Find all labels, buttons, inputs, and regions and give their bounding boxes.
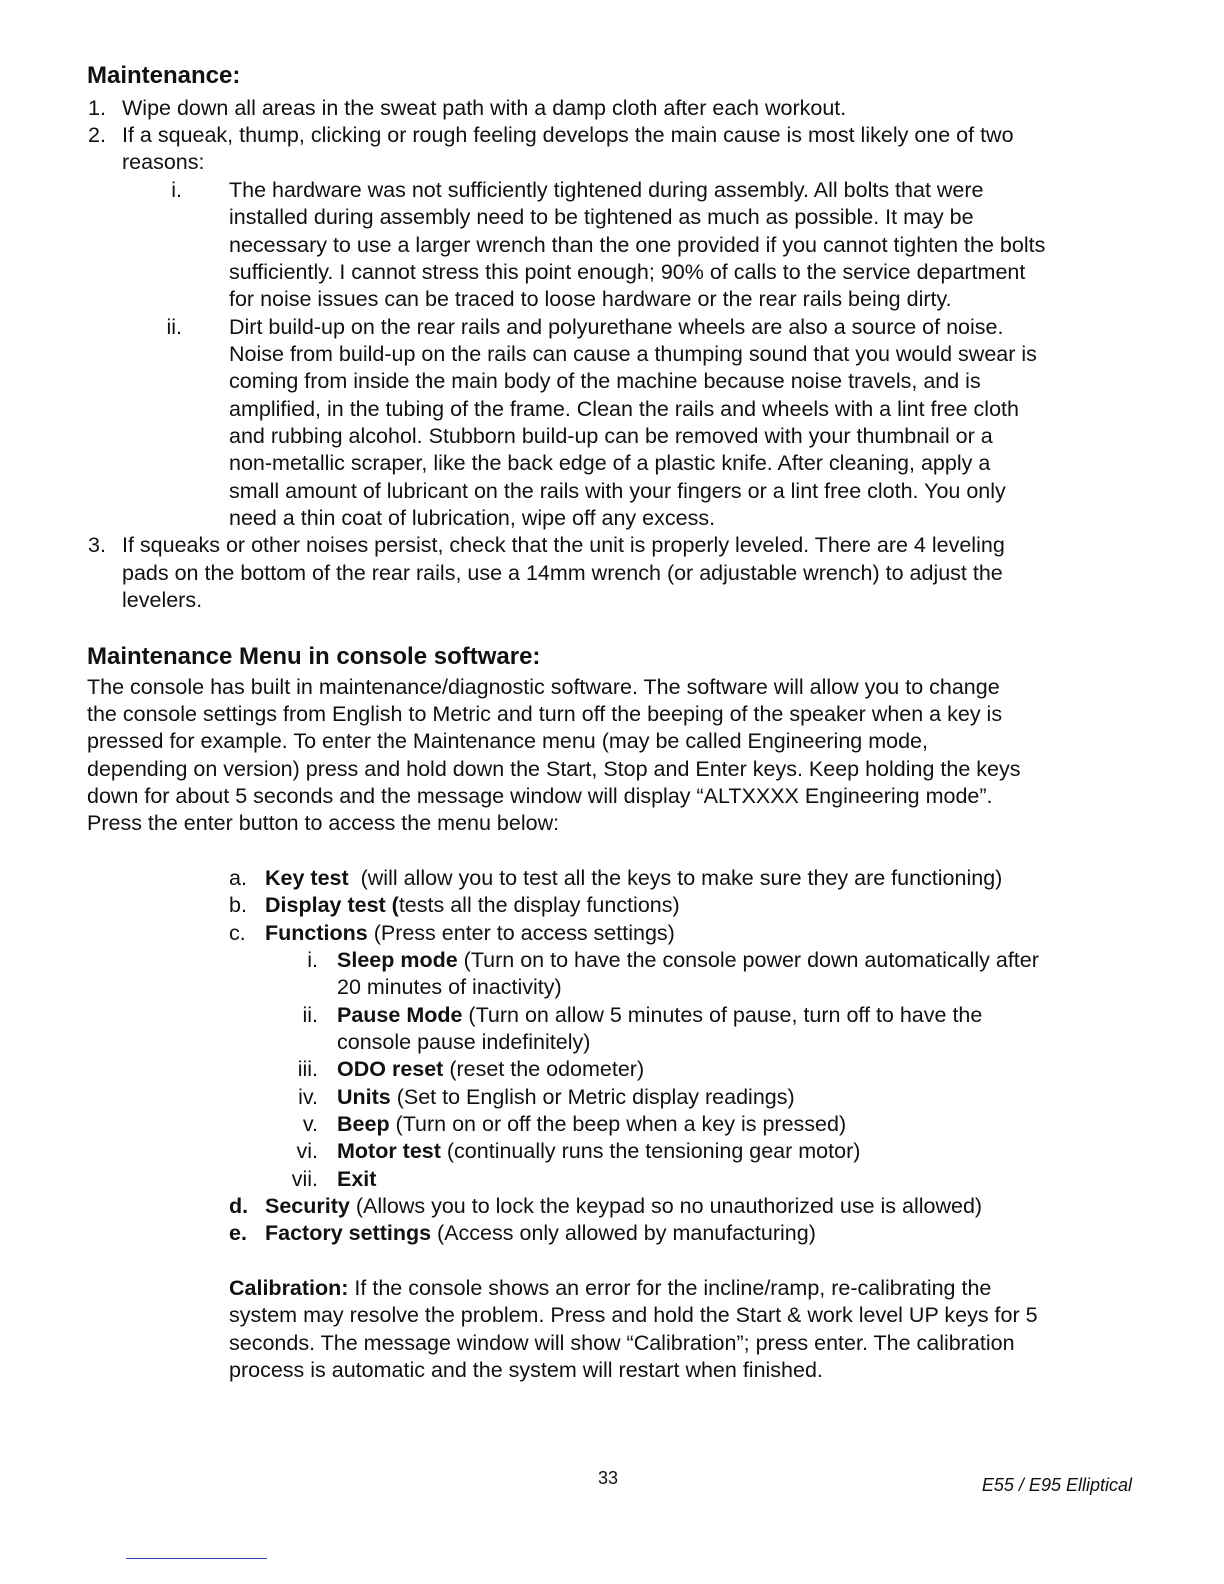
menu-item-desc: tests all the display functions) [398,893,680,917]
menu-letter: e. [229,1221,247,1245]
function-exit [337,1166,376,1193]
sub-number: ii. [166,315,182,339]
sub-item-text: The hardware was not sufficiently tightened during assembly. All bolts that were [229,178,984,202]
sub-item-text: and rubbing alcohol. Stubborn build-up can be removed with your thumbnail or a [229,424,993,448]
function-desc-cont: 20 minutes of inactivity) [337,975,562,999]
menu-item-label: Factory settings [265,1221,432,1245]
function-units [337,1084,795,1111]
menu-item-desc: (Press enter to access settings) [367,921,675,945]
function-number: vi. [296,1139,318,1163]
sub-item-text: necessary to use a larger wrench than the one provided if you cannot tighten the bolts [229,233,1046,257]
list-number: 1. [88,96,106,120]
sub-item-text: small amount of lubricant on the rails with your fingers or a lint free cloth. You only [229,479,1006,503]
list-item-text: pads on the bottom of the rear rails, use a 14mm wrench (or adjustable wrench) to adjust the [122,561,1003,585]
function-desc: (Turn on or off the beep when a key is pressed) [389,1112,847,1136]
page-number: 33 [597,1468,619,1488]
link-underline [126,1558,267,1559]
maintenance-menu-heading: Maintenance Menu in console software: [87,643,541,670]
list-number: 3. [88,533,106,557]
function-label: Beep [337,1112,390,1136]
function-number: vii. [291,1167,318,1191]
list-item-text: levelers. [122,588,203,612]
calibration-label: Calibration: [229,1276,349,1300]
function-desc: (continually runs the tensioning gear motor) [440,1139,861,1163]
intro-text: the console settings from English to Metric and turn off the beeping of the speaker when a key is [87,702,1003,726]
menu-item-label: Display test ( [265,893,399,917]
menu-item-desc: (Access only allowed by manufacturing) [431,1221,816,1245]
function-odo-reset [337,1056,644,1083]
calibration-text: system may resolve the problem. Press and hold the Start & work level UP keys for 5 [229,1303,1038,1327]
menu-item-desc: (Allows you to lock the keypad so no unauthorized use is allowed) [349,1194,983,1218]
menu-item-security [265,1193,982,1220]
function-label: Exit [337,1167,377,1191]
function-pause-mode [337,1002,982,1029]
sub-item-text: installed during assembly need to be tightened as much as possible. It may be [229,205,974,229]
intro-text: Press the enter button to access the menu below: [87,811,560,835]
function-number: iii. [297,1057,318,1081]
function-label: Pause Mode [337,1003,463,1027]
function-desc: (Turn on to have the console power down automatically after [457,948,1039,972]
function-number: v. [302,1112,318,1136]
calibration-text: If the console shows an error for the incline/ramp, re-calibrating the [348,1276,992,1300]
function-motor-test [337,1138,860,1165]
function-desc: (Set to English or Metric display readings) [390,1085,795,1109]
list-item-text: Wipe down all areas in the sweat path with a damp cloth after each workout. [122,96,847,120]
calibration-text: process is automatic and the system will restart when finished. [229,1358,823,1382]
menu-letter: a. [229,866,247,890]
function-number: iv. [298,1085,318,1109]
intro-text: down for about 5 seconds and the message window will display “ALTXXXX Engineering mode”. [87,784,993,808]
function-number: ii. [302,1003,318,1027]
menu-item-label: Functions [265,921,368,945]
menu-item-factory-settings [265,1220,816,1247]
sub-item-text: sufficiently. I cannot stress this point enough; 90% of calls to the service department [229,260,1026,284]
maintenance-heading: Maintenance: [87,62,241,89]
menu-item-label: Key test [265,866,349,890]
function-beep [337,1111,846,1138]
document-title: E55 / E95 Elliptical [981,1475,1132,1495]
menu-letter: c. [229,921,246,945]
intro-text: The console has built in maintenance/diagnostic software. The software will allow you to change [87,675,1000,699]
sub-item-text: for noise issues can be traced to loose hardware or the rear rails being dirty. [229,287,952,311]
list-item-text: reasons: [122,150,205,174]
function-label: Units [337,1085,391,1109]
list-item-text: If squeaks or other noises persist, check that the unit is properly leveled. There are 4 leveling [122,533,1005,557]
list-number: 2. [88,123,106,147]
menu-item-functions [265,920,675,947]
intro-text: depending on version) press and hold down the Start, Stop and Enter keys. Keep holding the keys [87,757,1021,781]
menu-item-display-test [265,892,680,919]
calibration-text: seconds. The message window will show “Calibration”; press enter. The calibration [229,1331,1015,1355]
menu-item-desc: (will allow you to test all the keys to make sure they are functioning) [348,866,1003,890]
calibration-paragraph [229,1275,991,1302]
function-desc: (Turn on allow 5 minutes of pause, turn off to have the [462,1003,983,1027]
function-sleep-mode [337,947,1039,974]
sub-item-text: non-metallic scraper, like the back edge of a plastic knife. After cleaning, apply a [229,451,991,475]
sub-item-text: amplified, in the tubing of the frame. Clean the rails and wheels with a lint free cloth [229,397,1019,421]
list-item-text: If a squeak, thump, clicking or rough feeling develops the main cause is most likely one of two [122,123,1014,147]
intro-text: pressed for example. To enter the Maintenance menu (may be called Engineering mode, [87,729,928,753]
sub-item-text: coming from inside the main body of the machine because noise travels, and is [229,369,981,393]
menu-letter: d. [229,1194,249,1218]
function-number: i. [307,948,318,972]
function-label: Motor test [337,1139,441,1163]
menu-letter: b. [229,893,247,917]
sub-item-text: need a thin coat of lubrication, wipe off any excess. [229,506,716,530]
menu-item-key-test [265,865,1002,892]
sub-item-text: Dirt build-up on the rear rails and polyurethane wheels are also a source of noise. [229,315,1004,339]
function-desc: (reset the odometer) [443,1057,645,1081]
function-label: Sleep mode [337,948,458,972]
function-label: ODO reset [337,1057,444,1081]
menu-item-label: Security [265,1194,350,1218]
function-desc-cont: console pause indefinitely) [337,1030,591,1054]
sub-number: i. [171,178,182,202]
sub-item-text: Noise from build-up on the rails can cause a thumping sound that you would swear is [229,342,1037,366]
